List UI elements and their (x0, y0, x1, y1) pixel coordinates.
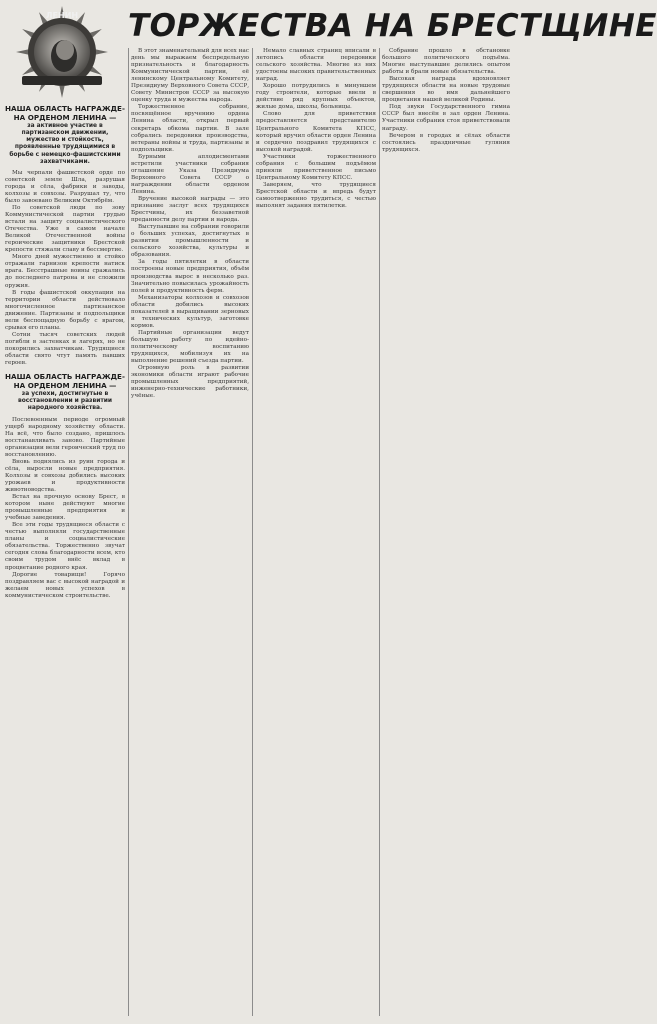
paragraph: В этот знаменательный для всех нас день мы выражаем беспредельную признательность и благодарность Коммунистической партии, её ленинскому Центральному Комитету, Президиуму Верховного Совета СССР, Совету Министров СССР за высокую оценку труда и мужества народа. (131, 48, 249, 104)
paragraph: Партийные организации ведут большую работу по идейно-политическому воспитанию трудящихся, мобилизуя их на выполнение решений съезда партии. (131, 329, 249, 365)
section2-heading: НАША ОБЛАСТЬ НАГРАЖДЕ-НА ОРДЕНОМ ЛЕНИНА — (5, 372, 125, 390)
paragraph: Механизаторы колхозов и совхозов области добились высоких показателей в выращивании зерновых и технических культур, заготовке кормов. (131, 294, 249, 329)
order-of-lenin-icon (14, 4, 110, 100)
paragraph: Высокая награда вдохновляет трудящихся области на новые трудовые свершения во имя дальнейшего процветания нашей великой Родины. (382, 76, 510, 104)
paragraph: Бурными аплодисментами встретили участники собрания оглашение Указа Президиума Верховного Совета СССР о награждении области орденом Ленина. (131, 153, 249, 195)
paragraph: Слово для приветствия предоставляется представителю Центрального Комитета КПСС, который вручил области орден Ленина и сердечно поздравил трудящихся с высокой наградой. (256, 111, 376, 153)
paragraph: Под звуки Государственного гимна СССР был внесён в зал орден Ленина. Участники собрания стоя приветствовали награду. (382, 104, 510, 132)
paragraph: Вновь поднялись из руин города и сёла, выросли новые предприятия. Колхозы и совхозы добились высоких урожаев и продуктивности животноводства. (5, 458, 125, 493)
paragraph: Мы черпали фашистской орде по советской земле Шла, разрушая города и сёла, фабрики и заводы, колхозы и совхозы. Разрушал ту, что было завоевано Великим Октябрём. (5, 169, 125, 204)
paragraph: Встал на прочную основу Брест, в котором ныне действуют многие промышленные предприятия и учебные заведения. (5, 494, 125, 522)
column-4 (382, 48, 510, 1018)
paragraph: Сотни тысяч советских людей погибли в застенках и лагерях, но не покорились захватчикам. Трудящиеся области свято чтут память павших героев. (5, 331, 125, 367)
paragraph: Хорошо потрудились в минувшем году строители, которые ввели в действие ряд крупных объектов, жилые дома, школы, больницы. (256, 83, 376, 111)
paragraph: Вечером в городах и сёлах области состоялись праздничные гуляния трудящихся. (382, 132, 510, 153)
column-divider (252, 48, 253, 1016)
section1-subheading: за активное участие в партизанском движении, мужество и стойкость, проявленные трудящимися в борьбе с немецко-фашистскими захватчиками. (9, 123, 121, 165)
emblem-label: ЛЕНИН (45, 11, 79, 20)
paragraph: Все эти годы трудящиеся области с честью выполняли государственные планы и социалистические обязательства. Торжественно звучат сегодня слова благодарности всем, кто своим трудом внёс вклад в процветание родного края. (5, 522, 125, 571)
paragraph: За годы пятилетки в области построены новые предприятия, объём производства вырос в несколько раз. Значительно повысилась урожайность полей и продуктивность ферм. (131, 259, 249, 294)
section2-subheading: за успехи, достигнутые в восстановлении и развитии народного хозяйства. (18, 391, 112, 412)
paragraph: Огромную роль в развитии экономики области играют рабочие промышленных предприятий, инженерно-технические работники, учёные. (131, 365, 249, 400)
paragraph: Выступавшие на собрании говорили о больших успехах, достигнутых в развитии промышленности и сельского хозяйства, культуры и образования. (131, 224, 249, 259)
paragraph: Много дней мужественно и стойко отражали гарнизон крепости натиск врага. Бесстрашные воины сражались до последнего патрона и не сложили оружия. (5, 254, 125, 289)
section1-heading: НАША ОБЛАСТЬ НАГРАЖДЕ-НА ОРДЕНОМ ЛЕНИНА — (5, 104, 125, 122)
paragraph: Участники торжественного собрания с большим подъёмом приняли приветственное письмо Центральному Комитету КПСС. (256, 153, 376, 181)
paragraph: Дорогие товарищи! Горячо поздравляем вас с высокой наградой и желаем новых успехов в коммунистическом строительстве. (5, 571, 125, 599)
column-1 (5, 104, 125, 1018)
paragraph: Вручение высокой награды — это признание заслуг всех трудящихся Брестчины, их беззаветной преданности делу партии и народа. (131, 195, 249, 224)
page-headline: ТОРЖЕСТВА НА БРЕСТЩИНЕ (128, 8, 657, 44)
column-2 (131, 48, 249, 1018)
paragraph: Заверяем, что трудящиеся Брестской области и впредь будут самоотверженно трудиться, с честью выполнят задания пятилетки. (256, 181, 376, 210)
column-divider (128, 48, 129, 1016)
paragraph: В годы фашистской оккупации на территории области действовало многочисленное партизанское движение. Партизаны и подпольщики вели беспощадную борьбу с врагом, срывая его планы. (5, 289, 125, 331)
paragraph: Послевоенным периоде огромный ущерб народному хозяйству области. На всё, что было создано, пришлось восстанавливать заново. Партийные организации вели героический труд по восстановлению. (5, 416, 125, 458)
column-divider (379, 48, 380, 1016)
paragraph: Торжественное собрание, посвящённое вручению ордена Ленина области, открыл первый секретарь обкома партии. В зале собрались передовики производства, ветераны войны и труда, партизаны и подпольщики. (131, 104, 249, 153)
paragraph: По советской люди по зову Коммунистической партии грудью встали на защиту социалистического Отечества. Уже в самом начале Великой Отечественной войны героические защитники Брестской крепости стяжали славу и бессмертие. (5, 204, 125, 254)
column-3 (256, 48, 376, 1018)
paragraph: Собрание прошло в обстановке большого политического подъёма. Многие выступавшие делились опытом работы и брали новые обязательства. (382, 48, 510, 76)
paragraph: Немало славных страниц вписали в летопись области передовики сельского хозяйства. Многие из них удостоены высоких правительственных наград. (256, 48, 376, 83)
